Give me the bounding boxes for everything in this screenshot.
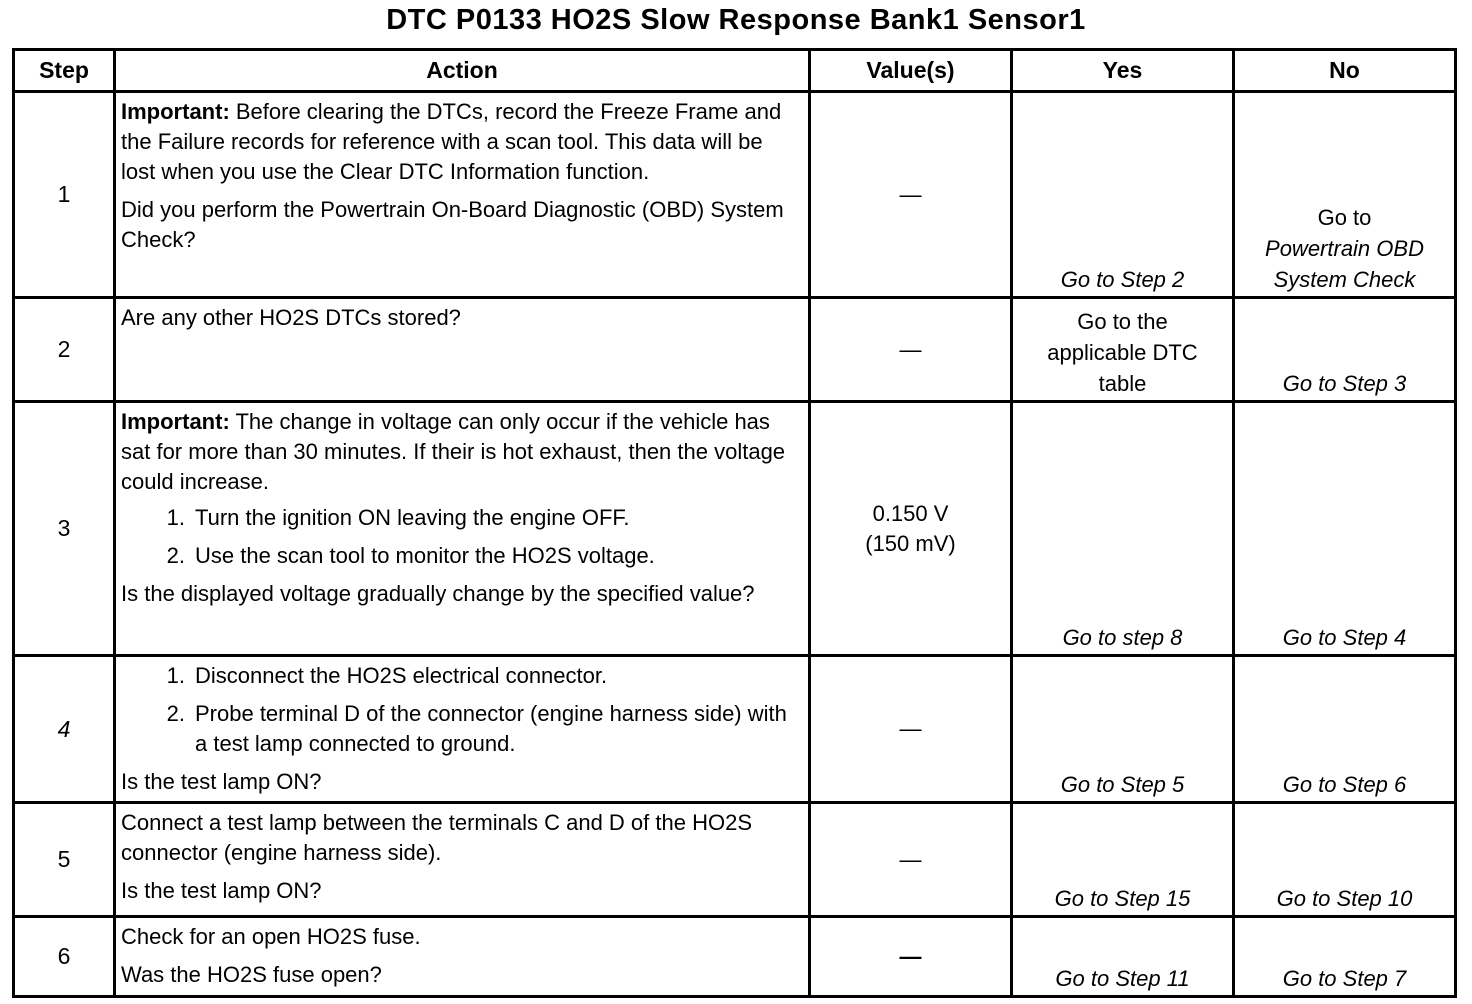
yes-cell	[1012, 402, 1234, 656]
step-number: 3	[14, 402, 115, 656]
yes-link[interactable]: Go to Step 5	[1060, 772, 1185, 797]
table-header-row	[14, 50, 1456, 92]
no-prefix: Go to	[1317, 205, 1372, 230]
question-text: Did you perform the Powertrain On-Board Diagnostic (OBD) System Check?	[121, 197, 784, 252]
header-yes: Yes	[1012, 50, 1234, 92]
action-cell	[115, 656, 810, 803]
question-text: Is the test lamp ON?	[121, 878, 322, 903]
step-number: 6	[14, 917, 115, 997]
step-number: 4	[14, 656, 115, 803]
important-note	[121, 97, 802, 187]
yes-cell	[1012, 656, 1234, 803]
question-text: Was the HO2S fuse open?	[121, 962, 382, 987]
diagnostic-table	[12, 48, 1457, 998]
yes-link[interactable]: Go to Step 11	[1055, 966, 1190, 991]
action-cell	[115, 92, 810, 298]
value-text: —	[899, 181, 922, 207]
action-cell	[115, 803, 810, 917]
yes-cell	[1012, 917, 1234, 997]
no-link[interactable]: Go to Step 3	[1282, 371, 1407, 396]
action-cell	[115, 402, 810, 656]
question-text: Are any other HO2S DTCs stored?	[121, 305, 461, 330]
action-cell	[115, 917, 810, 997]
no-cell	[1234, 656, 1456, 803]
value-line-1: 0.150 V	[872, 500, 949, 526]
header-values: Value(s)	[810, 50, 1012, 92]
question-text: Is the test lamp ON?	[121, 769, 322, 794]
substep-list	[121, 661, 802, 759]
substep-item: 1. Disconnect the HO2S electrical connector.	[166, 663, 608, 688]
value-line-2: (150 mV)	[865, 530, 956, 556]
yes-cell	[1012, 803, 1234, 917]
no-link[interactable]: Go to Step 4	[1282, 625, 1407, 650]
action-text: Connect a test lamp between the terminals C and D of the HO2S connector (engine harness side).	[121, 810, 752, 865]
action-text: Check for an open HO2S fuse.	[121, 924, 421, 949]
header-step: Step	[14, 50, 115, 92]
no-cell	[1234, 917, 1456, 997]
important-label: Important:	[121, 99, 230, 124]
step-number: 5	[14, 803, 115, 917]
header-no: No	[1234, 50, 1456, 92]
table-row-step-5	[14, 803, 1456, 917]
step-number: 2	[14, 298, 115, 402]
substep-list	[121, 503, 802, 571]
no-cell	[1234, 92, 1456, 298]
value-text: —	[899, 846, 922, 872]
no-link[interactable]: Powertrain OBD System Check	[1265, 236, 1424, 292]
important-text: The change in voltage can only occur if the vehicle has sat for more than 30 minutes. If their is hot exhaust, then the voltage could increase.	[121, 409, 786, 494]
value-cell	[810, 803, 1012, 917]
table-row-step-3	[14, 402, 1456, 656]
no-link[interactable]: Go to Step 7	[1282, 966, 1407, 991]
yes-link[interactable]: Go to step 8	[1062, 625, 1183, 650]
value-text: —	[899, 943, 922, 969]
table-row-step-1	[14, 92, 1456, 298]
no-cell	[1234, 402, 1456, 656]
action-cell	[115, 298, 810, 402]
yes-cell	[1012, 92, 1234, 298]
substep-item: 2. Use the scan tool to monitor the HO2S voltage.	[166, 543, 655, 568]
no-cell	[1234, 298, 1456, 402]
yes-cell	[1012, 298, 1234, 402]
value-cell	[810, 917, 1012, 997]
value-cell	[810, 92, 1012, 298]
value-text: —	[899, 716, 922, 741]
no-link[interactable]: Go to Step 10	[1276, 886, 1413, 911]
yes-link[interactable]: Go to the applicable DTC table	[1047, 309, 1198, 396]
no-link[interactable]: Go to Step 6	[1282, 772, 1407, 797]
no-cell	[1234, 803, 1456, 917]
table-row-step-4	[14, 656, 1456, 803]
table-row-step-2	[14, 298, 1456, 402]
yes-link[interactable]: Go to Step 15	[1054, 886, 1191, 911]
value-text: —	[899, 336, 922, 362]
important-text: Before clearing the DTCs, record the Freeze Frame and the Failure records for reference with a scan tool. This data will be lost when you use the Clear DTC Information function.	[121, 99, 782, 184]
important-label: Important:	[121, 409, 230, 434]
table-row-step-6	[14, 917, 1456, 997]
page-title: DTC P0133 HO2S Slow Response Bank1 Sensor1	[386, 4, 1086, 36]
value-cell	[810, 402, 1012, 656]
yes-link[interactable]: Go to Step 2	[1060, 267, 1185, 292]
value-cell	[810, 298, 1012, 402]
substep-item: 1. Turn the ignition ON leaving the engine OFF.	[166, 505, 630, 530]
important-note	[121, 407, 802, 497]
question-text: Is the displayed voltage gradually change by the specified value?	[121, 581, 755, 606]
value-cell	[810, 656, 1012, 803]
substep-item: 2. Probe terminal D of the connector (engine harness side) with a test lamp connected to ground.	[166, 701, 787, 756]
header-action: Action	[115, 50, 810, 92]
step-number: 1	[14, 92, 115, 298]
